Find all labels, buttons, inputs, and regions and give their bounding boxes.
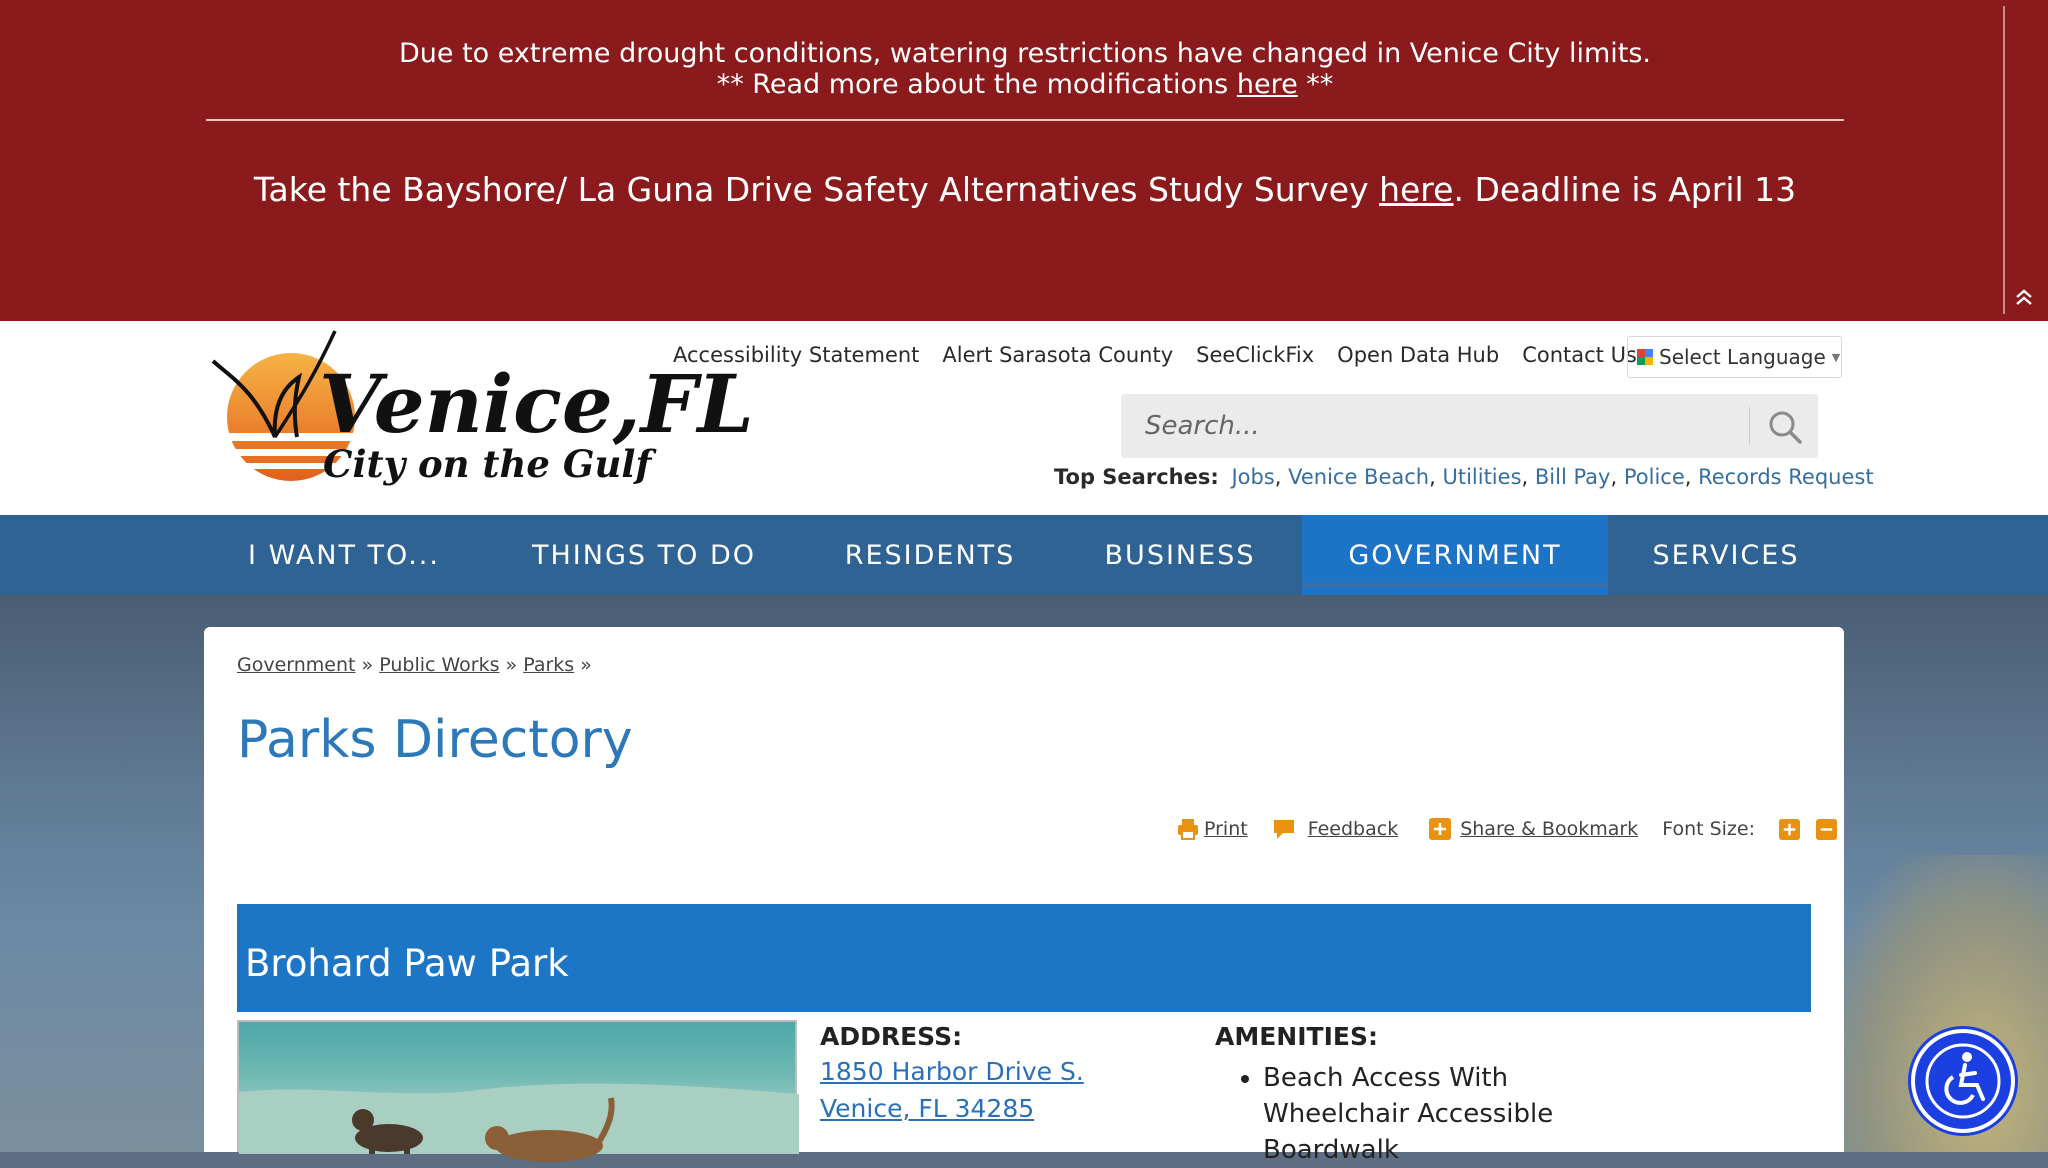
feedback-tool[interactable] <box>1272 817 1398 841</box>
search-box <box>1121 394 1818 458</box>
venice-logo[interactable] <box>203 329 754 499</box>
utility-link-contact-us[interactable]: Contact Us <box>1522 343 1637 367</box>
site-header <box>0 321 2048 515</box>
top-search-utilities[interactable]: Utilities <box>1442 465 1522 489</box>
logo-title: Venice,FL <box>319 357 754 451</box>
breadcrumb-government[interactable]: Government <box>237 654 356 676</box>
top-searches: Top Searches: Jobs, Venice Beach, Utilities, Bill Pay, Police, Records Request <box>1054 465 1874 489</box>
main-nav <box>0 515 2048 595</box>
utility-link-alert-sarasota[interactable]: Alert Sarasota County <box>942 343 1174 367</box>
page-title: Parks Directory <box>237 710 633 770</box>
address-line-1-link[interactable]: 1850 Harbor Drive S. <box>820 1057 1084 1086</box>
nav-residents[interactable]: RESIDENTS <box>844 539 1016 571</box>
survey-here-link[interactable]: here <box>1379 170 1454 209</box>
drought-alert-text: Due to extreme drought conditions, watering restrictions have changed in Venice City limits. <box>398 38 1651 69</box>
page-tools <box>1176 817 1853 841</box>
address-line-2-link[interactable]: Venice, FL 34285 <box>820 1094 1035 1123</box>
font-decrease-icon[interactable] <box>1816 819 1837 840</box>
breadcrumb-separator: » <box>505 654 518 676</box>
alert-rail <box>2003 6 2005 314</box>
alert-divider <box>206 119 1844 121</box>
park-photo <box>237 1020 797 1152</box>
accessibility-widget-button[interactable] <box>1911 1029 2015 1133</box>
font-size-label: Font Size: <box>1662 818 1755 840</box>
breadcrumb-public-works[interactable]: Public Works <box>379 654 500 676</box>
survey-alert <box>206 170 1844 210</box>
utility-link-open-data-hub[interactable]: Open Data Hub <box>1337 343 1500 367</box>
survey-alert-prefix: Take the Bayshore/ La Guna Drive Safety Alternatives Study Survey <box>253 170 1380 209</box>
print-icon <box>1176 817 1200 841</box>
content-card <box>204 627 1844 1165</box>
amenities-list <box>1259 1060 1589 1168</box>
amenities-label: AMENITIES: <box>1215 1022 1378 1051</box>
wheelchair-icon <box>1915 1033 2011 1129</box>
share-bookmark-link[interactable]: Share & Bookmark <box>1460 818 1639 840</box>
drought-alert-suffix: ** <box>1297 69 1334 100</box>
share-tool[interactable] <box>1422 817 1638 841</box>
amenity-item: • Beach Access With Wheelchair Accessible Boardwalk <box>1263 1060 1589 1168</box>
nav-things-to-do[interactable]: THINGS TO DO <box>532 539 756 571</box>
top-search-records-request[interactable]: Records Request <box>1698 465 1874 489</box>
breadcrumb-separator: » <box>580 654 592 676</box>
print-link[interactable]: Print <box>1204 818 1248 840</box>
breadcrumb-parks[interactable]: Parks <box>523 654 575 676</box>
speech-bubble-icon <box>1272 817 1296 841</box>
plus-box-icon <box>1428 817 1452 841</box>
alert-banner <box>0 0 2048 321</box>
nav-business[interactable]: BUSINESS <box>1104 539 1256 571</box>
top-search-venice-beach[interactable]: Venice Beach <box>1288 465 1430 489</box>
top-search-bill-pay[interactable]: Bill Pay <box>1534 465 1611 489</box>
drought-alert-prefix: ** Read more about the modifications <box>716 69 1237 100</box>
utility-nav <box>673 343 1660 367</box>
language-select[interactable] <box>1627 336 1842 378</box>
double-chevron-up-icon[interactable] <box>2009 282 2039 312</box>
google-translate-icon <box>1637 349 1653 365</box>
park-name-header: Brohard Paw Park <box>237 904 1811 1012</box>
breadcrumb-separator: » <box>361 654 374 676</box>
search-input[interactable] <box>1121 394 1746 458</box>
survey-alert-suffix: . Deadline is April 13 <box>1453 170 1797 209</box>
nav-government[interactable]: GOVERNMENT <box>1302 515 1608 595</box>
drought-here-link[interactable]: here <box>1236 69 1298 100</box>
top-search-jobs[interactable]: Jobs <box>1231 465 1275 489</box>
caret-down-icon: ▼ <box>1831 350 1841 364</box>
drought-alert <box>206 38 1844 100</box>
print-tool[interactable] <box>1176 817 1248 841</box>
logo-tagline: City on the Gulf <box>323 442 652 486</box>
search-separator <box>1749 407 1750 445</box>
feedback-link[interactable]: Feedback <box>1307 818 1399 840</box>
top-searches-label: Top Searches: <box>1054 465 1219 489</box>
utility-link-seeclickfix[interactable]: SeeClickFix <box>1196 343 1315 367</box>
address-label: ADDRESS: <box>820 1022 963 1051</box>
nav-i-want-to[interactable]: I WANT TO... <box>248 539 440 571</box>
language-select-label: Select Language <box>1659 345 1826 369</box>
nav-services[interactable]: SERVICES <box>1652 539 1800 571</box>
search-icon[interactable] <box>1766 408 1804 446</box>
breadcrumb <box>237 654 592 676</box>
utility-link-accessibility[interactable]: Accessibility Statement <box>673 343 920 367</box>
top-search-police[interactable]: Police <box>1623 465 1685 489</box>
font-increase-icon[interactable] <box>1779 819 1800 840</box>
